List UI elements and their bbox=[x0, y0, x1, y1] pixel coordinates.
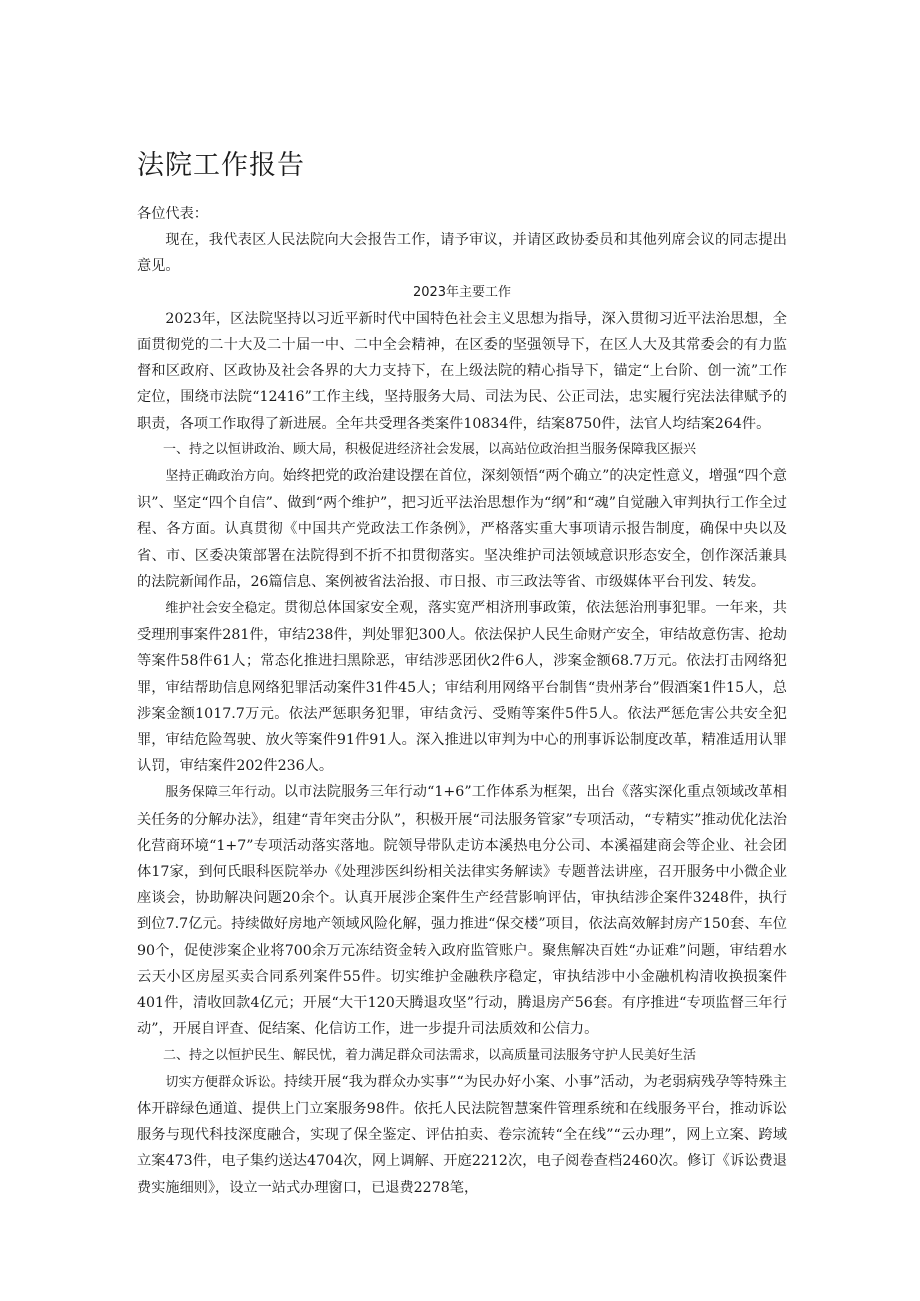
paragraph-social-stability bbox=[137, 595, 787, 779]
document-body bbox=[137, 201, 787, 1201]
paragraph-text: 贯彻总体国家安全观，落实宽严相济刑事政策，依法惩治刑事犯罪。一年来，共受理刑事案件281件，审结238件，判处罪犯300人。依法保护人民生命财产安全，审结故意伤害、抢劫等案件58件61人；常态化推进扫黑除恶，审结涉恶团伙2件6人，涉案金额68.7万元。依法打击网络犯罪，审结帮助信息网络犯罪活动案件31件45人；审结利用网络平台制售“贵州茅台”假酒案1件15人，总涉案金额1017.7万元。依法严惩职务犯罪，审结贪污、受贿等案件5件5人。依法严惩危害公共安全犯罪，审结危险驾驶、放火等案件91件91人。深入推进以审判为中心的刑事诉讼制度改革，精准适用认罪认罚，审结案件202件236人。 bbox=[137, 600, 787, 775]
intro-paragraph: 现在，我代表区人民法院向大会报告工作，请予审议，并请区政协委员和其他列席会议的同志提出意见。 bbox=[137, 232, 787, 275]
paragraph-lead: 切实方便群众诉讼。 bbox=[165, 1074, 284, 1090]
paragraph-convenient-litigation bbox=[137, 1069, 787, 1201]
paragraph-text: 以市法院服务三年行动“1+6”工作体系为框架，出台《落实深化重点领域改革相关任务的分解办法》，组建“青年突击分队”，积极开展“司法服务管家”专项活动，“专精实”推动优化法治化营商环境“1+7”专项活动落实落地。院领导带队走访本溪热电分公司、本溪福建商会等企业、社会团体17家，到何氏眼科医院举办《处理涉医纠纷相关法律实务解读》专题普法讲座，召开服务中小微企业座谈会，协助解决问题20余个。认真开展涉企案件生产经营影响评估，审执结涉企案件3248件，执行到位7.7亿元。持续做好房地产领域风险化解，强力推进“保交楼”项目，依法高效解封房产150套、车位90个，促使涉案企业将700余万元冻结资金转入政府监管账户。聚焦解决百姓“办证难”问题，审结碧水云天小区房屋买卖合同系列案件55件。切实维护金融秩序稳定，审执结涉中小金融机构清收换损案件401件，清收回款4亿元；开展“大干120天腾退攻坚”行动，腾退房产56套。有序推进“专项监督三年行动”，开展自评查、促结案、化信访工作，进一步提升司法质效和公信力。 bbox=[137, 784, 787, 1038]
paragraph-lead: 维护社会安全稳定。 bbox=[165, 601, 285, 617]
paragraph-three-year-action bbox=[137, 779, 787, 1042]
part1-heading: 一、持之以恒讲政治、顾大局，积极促进经济社会发展，以高站位政治担当服务保障我区振兴 bbox=[163, 441, 697, 457]
paragraph-text: 始终把党的政治建设摆在首位，深刻领悟“两个确立”的决定性意义，增强“四个意识”、坚定“四个自信”、做到“两个维护”，把习近平法治思想作为“纲”和“魂”自觉融入审判执行工作全过程、各方面。认真贯彻《中国共产党政法工作条例》，严格落实重大事项请示报告制度，确保中央以及省、市、区委决策部署在法院得到不折不扣贯彻落实。坚决维护司法领域意识形态安全，创作深活兼具的法院新闻作品，26篇信息、案例被省法治报、市日报、市三政法等省、市级媒体平台刊发、转发。 bbox=[137, 468, 787, 590]
summary-paragraph: 2023年，区法院坚持以习近平新时代中国特色社会主义思想为指导，深入贯彻习近平法治思想，全面贯彻党的二十大及二十届一中、二中全会精神，在区委的坚强领导下，在区人大及其常委会的有力监督和区政府、区政协及社会各界的大力支持下，在上级法院的精心指导下，锚定“上台阶、创一流”工作定位，围绕市法院“12416”工作主线，坚持服务大局、司法为民、公正司法，忠实履行宪法法律赋予的职责，各项工作取得了新进展。全年共受理各类案件10834件，结案8750件，法官人均结案264件。 bbox=[137, 310, 787, 432]
paragraph-text: 持续开展“我为群众办实事”“为民办好小案、小事”活动，为老弱病残孕等特殊主体开辟绿色通道、提供上门立案服务98件。依托人民法院智慧案件管理系统和在线服务平台，推动诉讼服务与现代科技深度融合，实现了保全鉴定、评估拍卖、卷宗流转“全在线”“云办理”，网上立案、跨域立案473件，电子集约送达4704次，网上调解、开庭2212次，电子阅卷查档2460次。修订《诉讼费退费实施细则》，设立一站式办理窗口，已退费2278笔， bbox=[137, 1073, 787, 1196]
paragraph-political-direction bbox=[137, 463, 787, 595]
salutation: 各位代表： bbox=[137, 206, 208, 222]
part2-heading: 二、持之以恒护民生、解民忧，着力满足群众司法需求，以高质量司法服务守护人民美好生活 bbox=[163, 1047, 697, 1063]
page-title: 法院工作报告 bbox=[137, 150, 305, 181]
section-heading: 2023年主要工作 bbox=[412, 284, 512, 300]
paragraph-lead: 坚持正确政治方向。 bbox=[165, 469, 283, 485]
paragraph-lead: 服务保障三年行动。 bbox=[165, 785, 284, 801]
